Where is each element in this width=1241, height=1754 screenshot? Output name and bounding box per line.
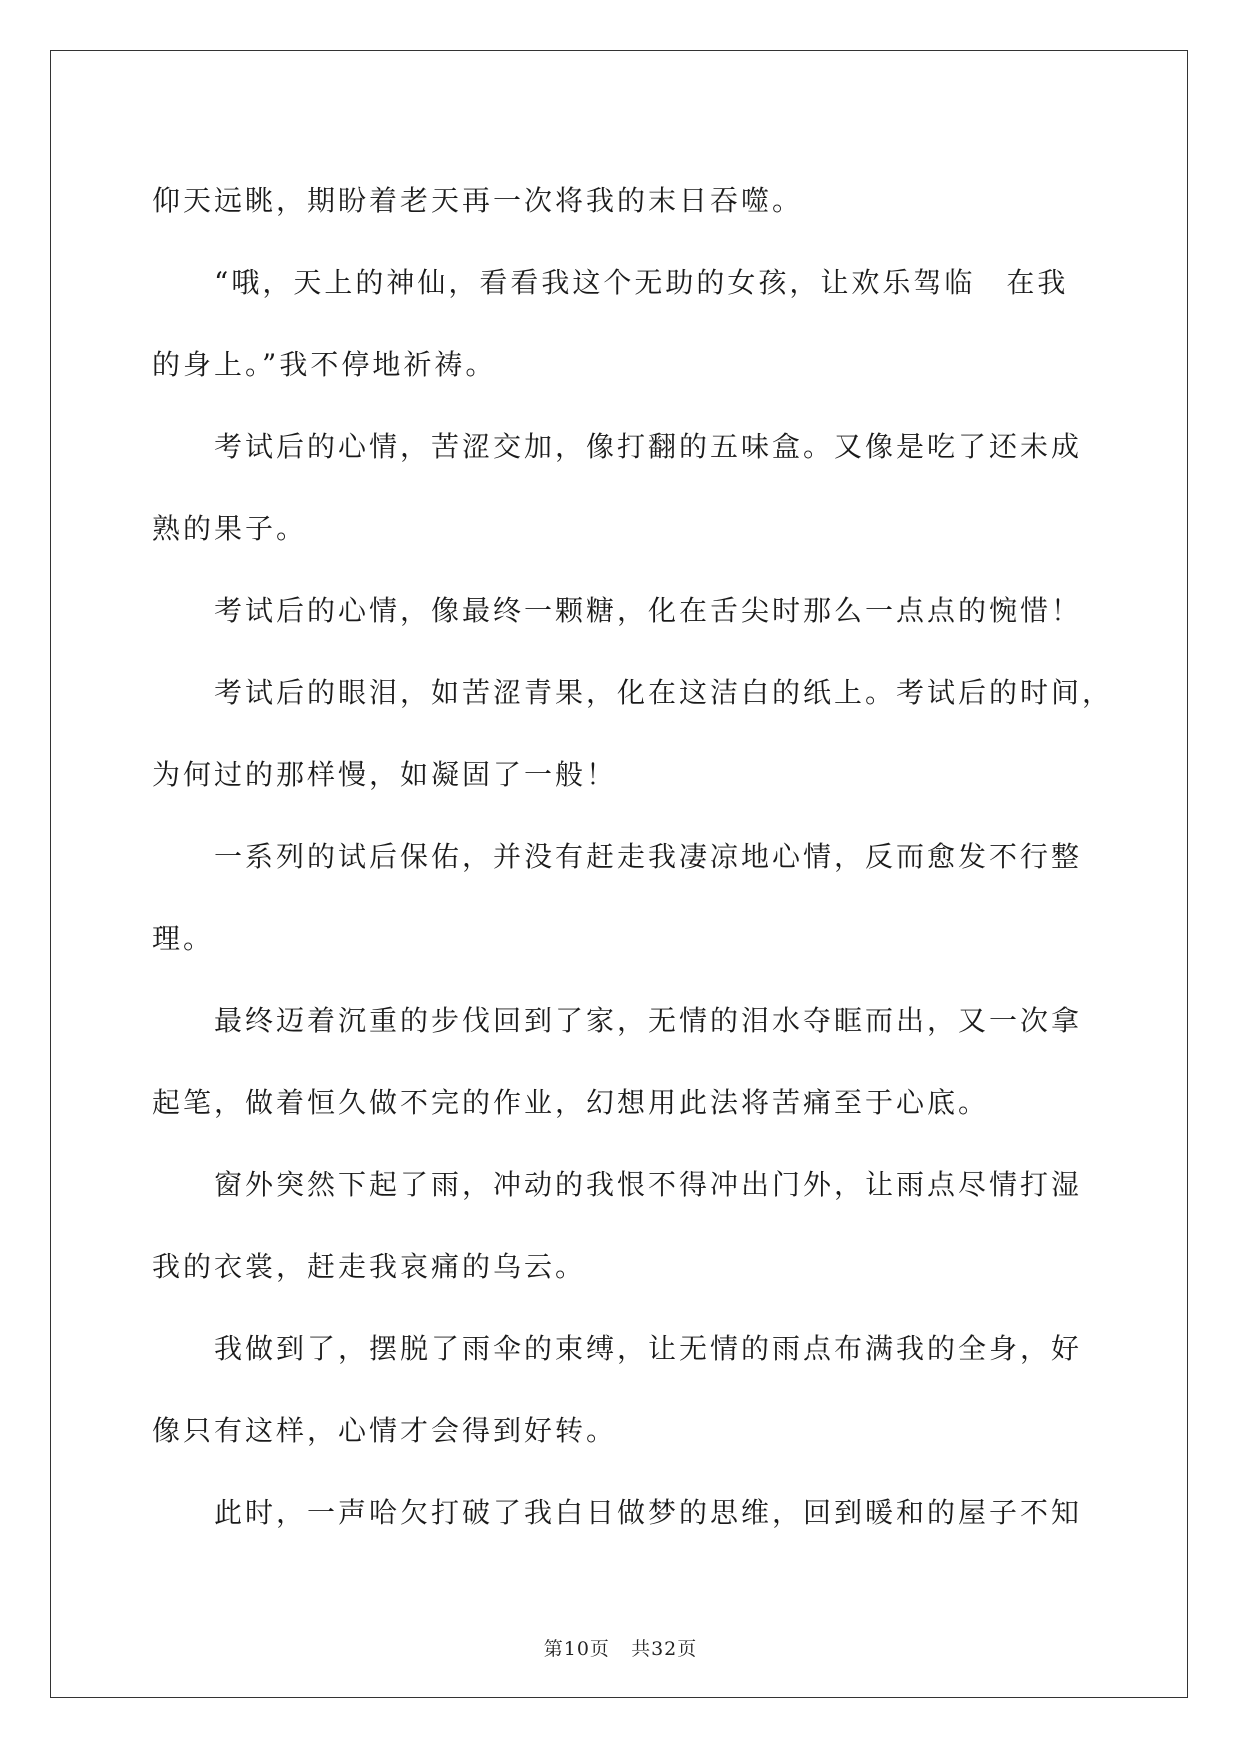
text-line: 我做到了，摆脱了雨伞的束缚，让无情的雨点布满我的全身，好 (214, 1332, 1083, 1365)
text-line: 起笔，做着恒久做不完的作业，幻想用此法将苦痛至于心底。 (152, 1086, 990, 1119)
paragraph (152, 816, 1092, 980)
text-line: 考试后的心情，像最终一颗糖，化在舌尖时那么一点点的惋惜！ (214, 594, 1083, 627)
paragraph (152, 570, 1092, 652)
page-number: 第10页 (543, 1638, 610, 1660)
paragraph (152, 406, 1092, 570)
text-line: 我的衣裳，赶走我哀痛的乌云。 (152, 1250, 587, 1283)
text-line: 一系列的试后保佑，并没有赶走我凄凉地心情，反而愈发不行整 (214, 840, 1083, 873)
text-line: 考试后的心情，苦涩交加，像打翻的五味盒。又像是吃了还未成 (214, 430, 1083, 463)
text-line: 像只有这样，心情才会得到好转。 (152, 1414, 618, 1447)
paragraph (152, 652, 1114, 816)
paragraph (152, 1472, 1092, 1554)
paragraph (152, 242, 1092, 406)
text-line: 此时，一声哈欠打破了我白日做梦的思维，回到暖和的屋子不知 (214, 1496, 1083, 1529)
text-line: 仰天远眺，期盼着老天再一次将我的末日吞噬。 (152, 184, 804, 217)
text-line: 考试后的眼泪，如苦涩青果，化在这洁白的纸上。考试后的时间， (214, 676, 1114, 709)
page-footer (0, 1634, 1241, 1661)
paragraph (152, 1308, 1092, 1472)
text-line: 理。 (152, 922, 215, 955)
paragraph (152, 1144, 1092, 1308)
paragraph (152, 160, 1092, 242)
text-line: 为何过的那样慢，如凝固了一般！ (152, 758, 618, 791)
text-line: 最终迈着沉重的步伐回到了家，无情的泪水夺眶而出，又一次拿 (214, 1004, 1083, 1037)
text-line: 的身上。”我不停地祈祷。 (152, 348, 497, 381)
text-line: 熟的果子。 (152, 512, 308, 545)
document-body (152, 160, 1114, 1554)
text-line: “哦，天上的神仙，看看我这个无助的女孩，让欢乐驾临 在我 (214, 266, 1069, 299)
paragraph (152, 980, 1092, 1144)
page-total: 共32页 (631, 1638, 698, 1660)
text-line: 窗外突然下起了雨，冲动的我恨不得冲出门外，让雨点尽情打湿 (214, 1168, 1083, 1201)
